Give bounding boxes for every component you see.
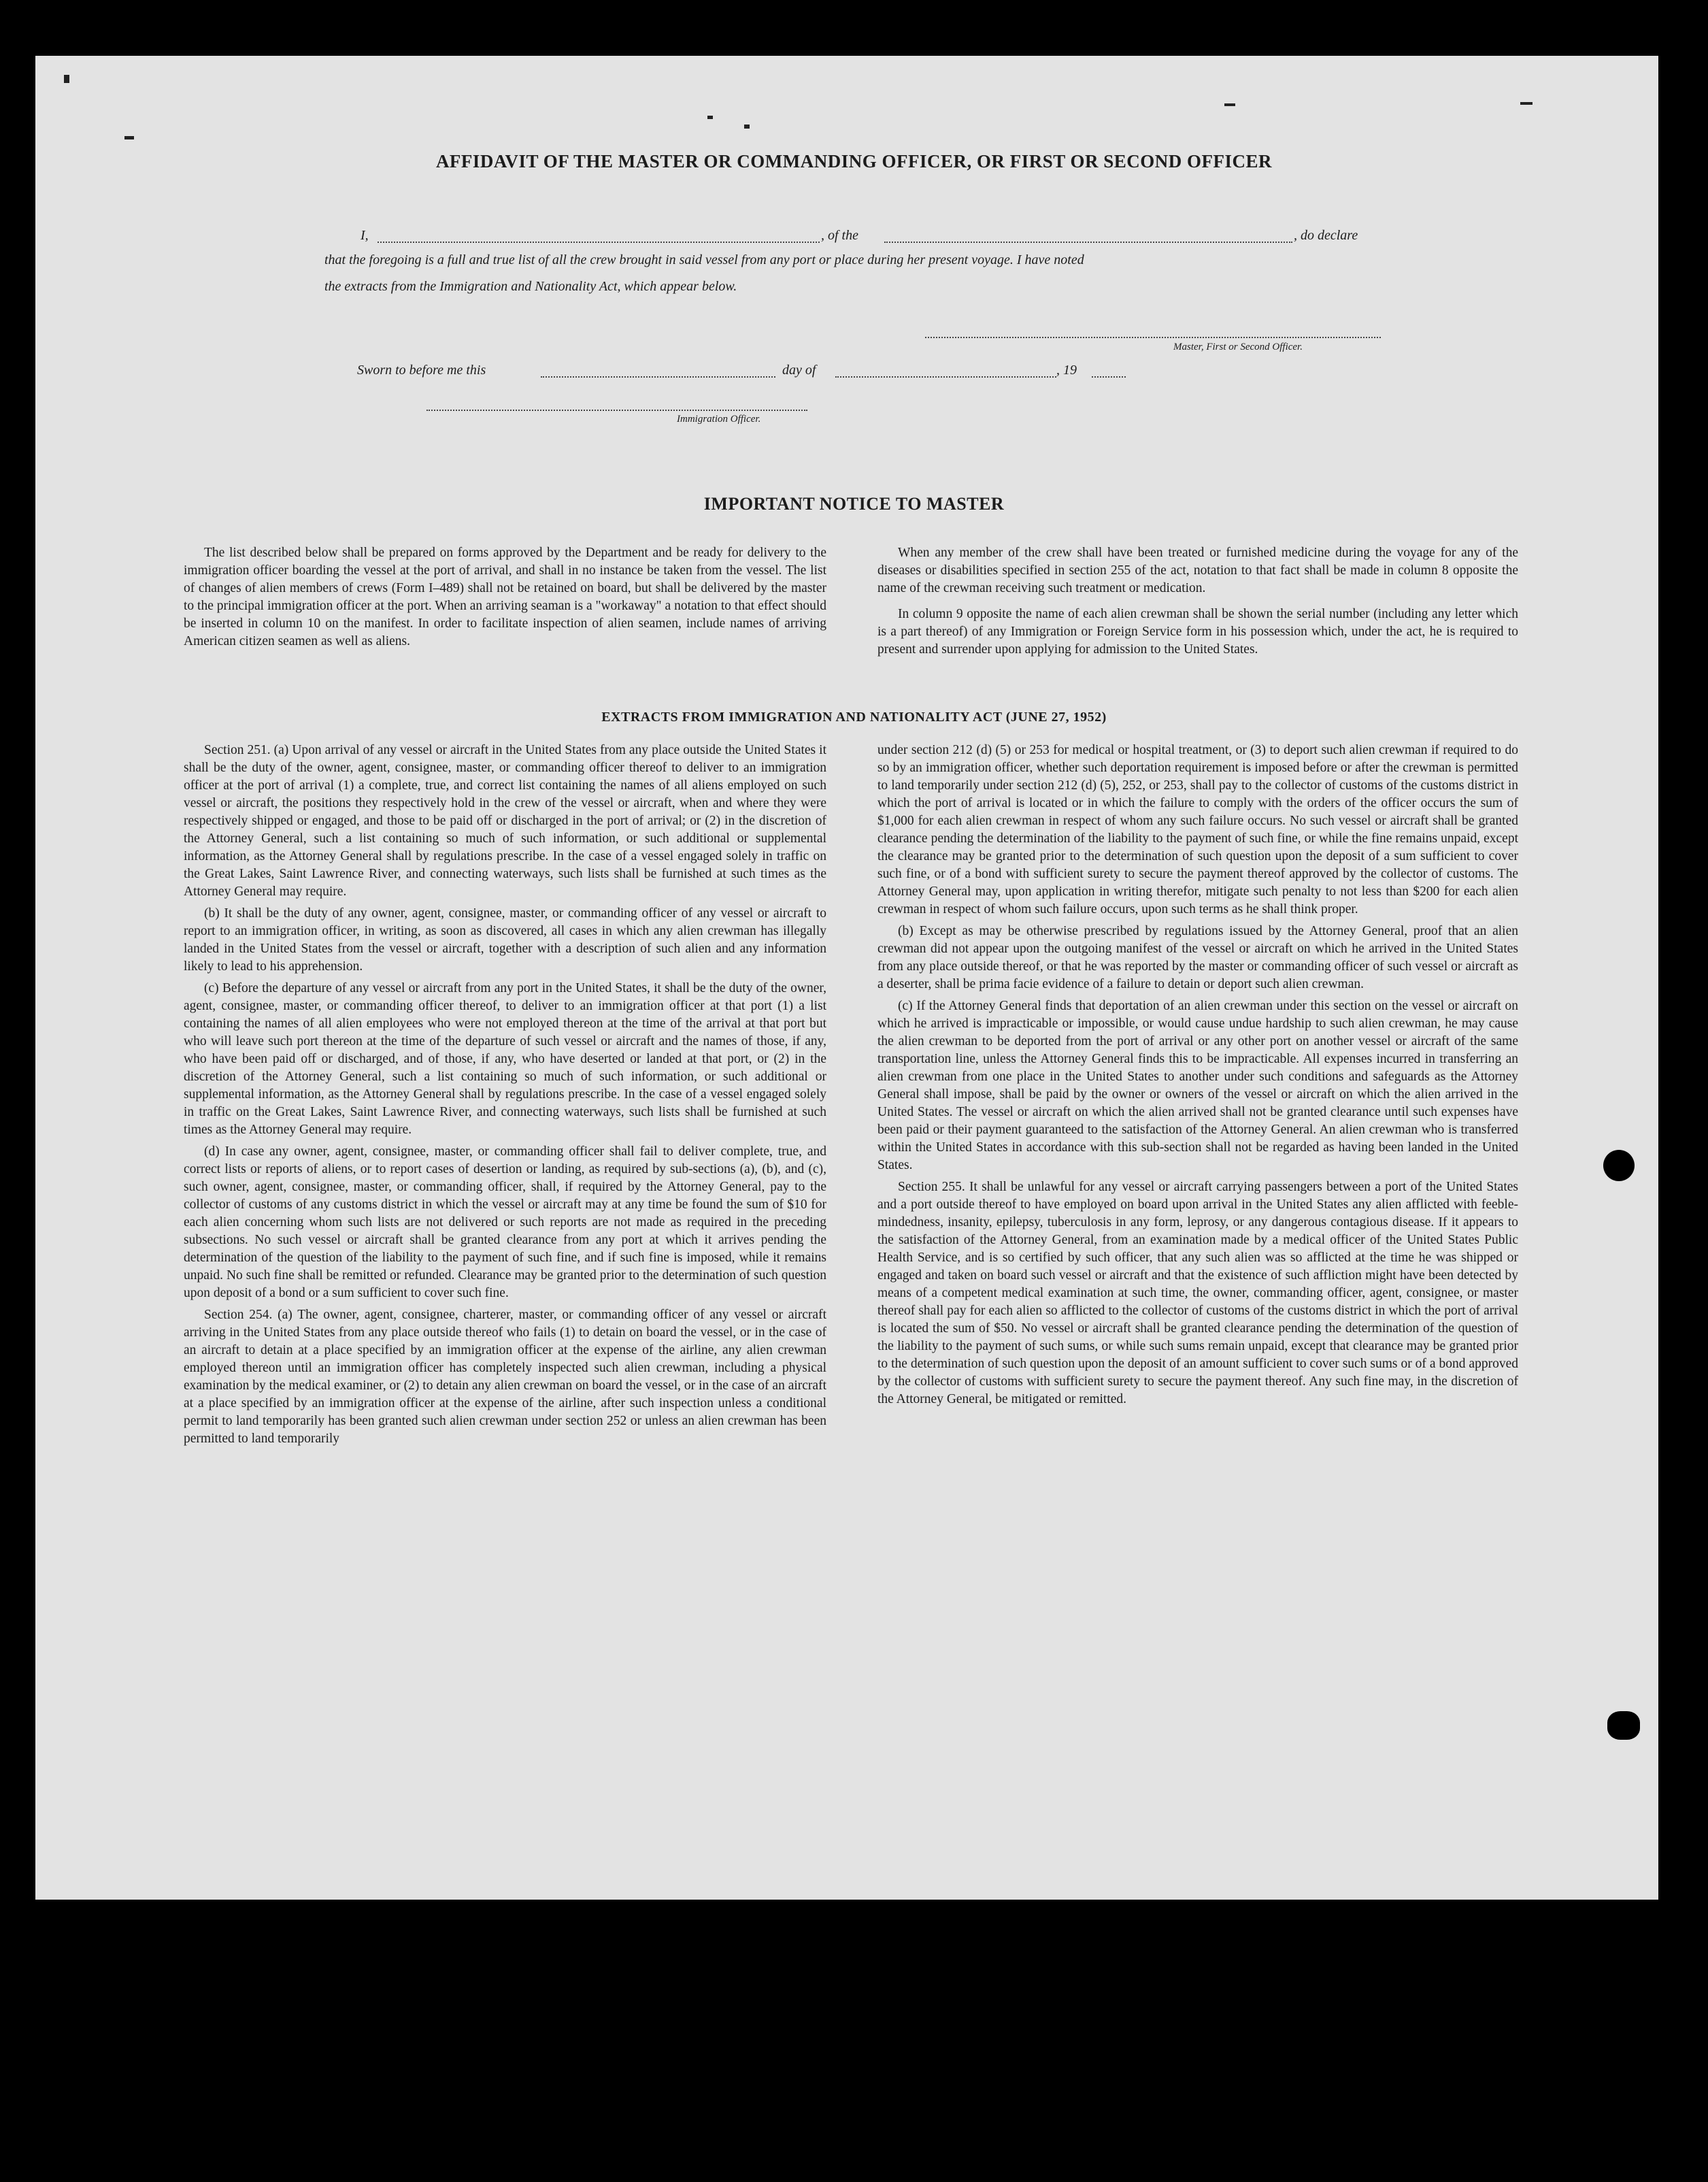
word-do-declare: , do declare (1294, 228, 1358, 243)
extract-paragraph: Section 251. (a) Upon arrival of any vessel or aircraft in the United States from any place outside the United States it shall be the duty of the owner, agent, consignee, master, or commanding officer thereof to deliver to an immigration officer at the port of arrival (1) a complete, true, and correct list containing the names of all aliens employed on such vessel or aircraft, the positions they respectively hold in the crew of the vessel or aircraft, when and where they were respectively shipped or engaged, and those to be paid off or discharged in the port of arrival; or (2) in the discretion of the Attorney General, such a list containing so much of such information, or such additional or supplemental information, as the Attorney General shall by regulations prescribe. In the case of a vessel engaged solely in traffic on the Great Lakes, Saint Lawrence River, and connecting waterways, such lists shall be furnished at such times as the Attorney General may require. (184, 743, 826, 899)
sworn-label: Sworn to before me this (357, 363, 486, 378)
extracts-title: EXTRACTS FROM IMMIGRATION AND NATIONALITY ACT (JUNE 27, 1952) (601, 710, 1107, 725)
notice-paragraph: The list described below shall be prepared on forms approved by the Department and be ready for delivery to the immigration officer boarding the vessel at the port of arrival, and shall in no instance be taken from the vessel. The list of changes of alien members of crews (Form I–489) shall not be retained on board, but shall be delivered by the master to the principal immigration officer at the port. When an arriving seaman is a "workaway" a notation to that effect should be inserted in column 10 on the manifest. In order to facilitate inspection of alien seamen, include names of arriving American citizen seamen as well as aliens. (184, 546, 826, 648)
affidavit-statement-2: the extracts from the Immigration and Nationality Act, which appear below. (324, 279, 737, 294)
year-label: , 19 (1056, 363, 1077, 378)
day-of-label: day of (782, 363, 816, 378)
punch-hole-upper (1603, 1150, 1635, 1181)
extract-paragraph: (d) In case any owner, agent, consignee, master, or commanding officer shall fail to deliver complete, true, and correct lists or reports of aliens, or to report cases of desertion or landing, as required by sub-sections (a), (b), and (c), such owner, agent, consignee, master, or commanding officer, shall, if required by the Attorney General, pay to the collector of customs of any customs district in which the vessel or aircraft may at any time be found the sum of $10 for each alien concerning whom such lists are not delivered or such reports are not made as required in the preceding subsections. No such vessel or aircraft shall be granted clearance from any port at which it arrives pending the determination of the question of the liability to the payment of such fine, and if such fine is imposed, while it remains unpaid. No such fine shall be remitted or refunded. Clearance may be granted prior to the determination of such question upon deposit of a bond or a sum sufficient to cover such fine. (184, 1144, 826, 1300)
extract-paragraph: (c) Before the departure of any vessel or aircraft from any port in the United States, it shall be the duty of the owner, agent, consignee, master, or commanding officer thereof, to deliver to an immigration officer at that port (1) a list containing the names of all alien employees who were not employed thereon at the time of the arrival at that port but who will leave such port thereon at the time of the departure of such vessel or aircraft and the names of those, if any, who have been paid off or discharged, and of those, if any, who have deserted or landed at that port, or (2) in the discretion of the Attorney General, such a list containing so much of such information, or such additional or supplemental information, as the Attorney General shall by regulations prescribe. In the case of a vessel engaged solely in traffic on the Great Lakes, Saint Lawrence River, and connecting waterways, such lists shall be furnished at such times as the Attorney General may require. (184, 981, 826, 1137)
officer-signature-caption: Immigration Officer. (677, 414, 761, 425)
word-i: I, (361, 228, 369, 243)
notice-right-column (877, 544, 1518, 663)
extract-paragraph: (b) Except as may be otherwise prescribed by regulations issued by the Attorney General, proof that an alien crewman did not appear upon the outgoing manifest of the vessel or aircraft on which he arrived in the United States from any place outside thereof, or that he was reported by the master or commanding officer of such vessel or aircraft as a deserter, shall be prima facie evidence of a failure to detain or deport such alien crewman. (877, 924, 1518, 991)
extract-paragraph: Section 255. It shall be unlawful for any vessel or aircraft carrying passengers between a port of the United States and a port outside thereof to have employed on board upon arrival in the United States any alien afflicted with feeble-mindedness, insanity, epilepsy, tuberculosis in any form, leprosy, or any dangerous contagious disease. If it appears to the satisfaction of the Attorney General, from an examination made by a medical officer of the United States Public Health Service, and is so certified by such officer, that any such alien was so afflicted at the time he was shipped or engaged and taken on board such vessel or aircraft and that the existence of such affliction might have been detected by means of a competent medical examination at such time, the owner, commanding officer, agent, consignee, or master thereof shall pay for each alien so afflicted to the collector of customs of the customs district in which the port of arrival is located the sum of $50. No vessel or aircraft shall be granted clearance pending the determination of the question of the liability to the payment of such sums, or while such sums remain unpaid, except that clearance may be granted prior to the determination of such question upon the deposit of an amount sufficient to cover such sums or of a bond approved by the collector of customs with sufficient surety to secure the payment thereof. Any such fine may, in the discretion of the Attorney General, be mitigated or remitted. (877, 1180, 1518, 1406)
notice-left-column (184, 544, 826, 655)
extract-paragraph: under section 212 (d) (5) or 253 for medical or hospital treatment, or (3) to deport such alien crewman if required to do so by an immigration officer, whether such deportation requirement is imposed before or after the crewman is permitted to land temporarily under section 212 (d) (5), 252, or 253, shall pay to the collector of customs of the customs district in which the port of arrival is located or in which the failure to comply with the orders of the officer occurs the sum of $1,000 for each alien crewman in respect of whom any such failure occurs. No such vessel or aircraft shall be granted clearance pending the determination of the liability to the payment of such fine, or while the fine remains unpaid, except the clearance may be granted prior to the determination of such question upon the deposit of a sum sufficient to cover such fine, or of a bond with sufficient surety to secure the payment thereof approved by the collector of customs. The Attorney General may, upon application in writing therefor, mitigate such penalty to not less than $200 for each alien crewman in respect of whom such failure occurs, upon such terms as he shall think proper. (877, 743, 1518, 916)
extracts-right-column (877, 742, 1518, 1412)
extracts-left-column (184, 742, 826, 1452)
speck (64, 75, 69, 83)
sworn-month-line (835, 376, 1056, 378)
extract-paragraph: Section 254. (a) The owner, agent, consignee, charterer, master, or commanding officer of any vessel or aircraft arriving in the United States from any place outside thereof who fails (1) to detain on board the vessel, or in the case of an aircraft to detain at a place specified by an immigration officer at the expense of the airline, any alien crewman employed thereon until an immigration officer has completely inspected such alien crewman, including a physical examination by the medical examiner, or (2) to detain any alien crewman on board the vessel, or in the case of an aircraft at a place specified by an immigration officer at the expense of the airline, after such inspection unless a conditional permit to land temporarily has been granted such alien crewman under section 252 or unless an alien crewman has been permitted to land temporarily (184, 1308, 826, 1446)
notice-paragraph: In column 9 opposite the name of each alien crewman shall be shown the serial number (including any letter which is a part thereof) of any Immigration or Foreign Service form in his possession which, under the act, he is required to present and surrender upon applying for admission to the United States. (877, 607, 1518, 657)
speck (744, 125, 750, 129)
vessel-line (884, 242, 1292, 243)
word-of-the: , of the (821, 228, 858, 243)
speck (1224, 103, 1235, 106)
sworn-year-line (1092, 376, 1126, 378)
affidavit-statement-1: that the foregoing is a full and true list of all the crew brought in said vessel from any port or place during her present voyage. I have noted (324, 252, 1084, 267)
officer-signature-line (426, 410, 807, 411)
master-signature-line (925, 337, 1381, 338)
extract-paragraph: (b) It shall be the duty of any owner, agent, consignee, master, or commanding officer of any vessel or aircraft to report to an immigration officer, in writing, as soon as discovered, all cases in which any alien crewman has illegally landed in the United States from the vessel or aircraft, together with a description of such alien and any information likely to lead to his apprehension. (184, 906, 826, 974)
name-line (378, 242, 820, 243)
speck (124, 136, 134, 139)
punch-hole-lower (1607, 1711, 1640, 1740)
speck (1520, 102, 1533, 105)
affidavit-title: AFFIDAVIT OF THE MASTER OR COMMANDING OFFICER, OR FIRST OR SECOND OFFICER (435, 151, 1273, 171)
master-signature-caption: Master, First or Second Officer. (1173, 342, 1303, 352)
sworn-day-line (541, 376, 775, 378)
speck (707, 116, 713, 119)
notice-paragraph: When any member of the crew shall have been treated or furnished medicine during the voyage for any of the diseases or disabilities specified in section 255 of the act, notation to that fact shall be made in column 8 opposite the name of the crewman receiving such treatment or medication. (877, 546, 1518, 595)
extract-paragraph: (c) If the Attorney General finds that deportation of an alien crewman under this section on the vessel or aircraft on which he arrived is impracticable or impossible, or would cause undue hardship to such alien crewman, he may cause the alien crewman to be deported from the port of arrival or any other port on another vessel or aircraft of the same transportation line, unless the Attorney General finds this to be impracticable. All expenses incurred in transferring an alien crewman from one place in the United States to another under such conditions and safeguards as the Attorney General shall impose, shall be paid by the owner or owners of the vessel or aircraft on which the alien arrived in the United States. The vessel or aircraft on which the alien arrived shall not be granted clearance until such expenses have been paid or their payment guaranteed to the satisfaction of the Attorney General. An alien crewman who is transferred within the United States in accordance with this sub-section shall not be regarded as having been landed in the United States. (877, 999, 1518, 1172)
notice-title: IMPORTANT NOTICE TO MASTER (703, 494, 1005, 514)
